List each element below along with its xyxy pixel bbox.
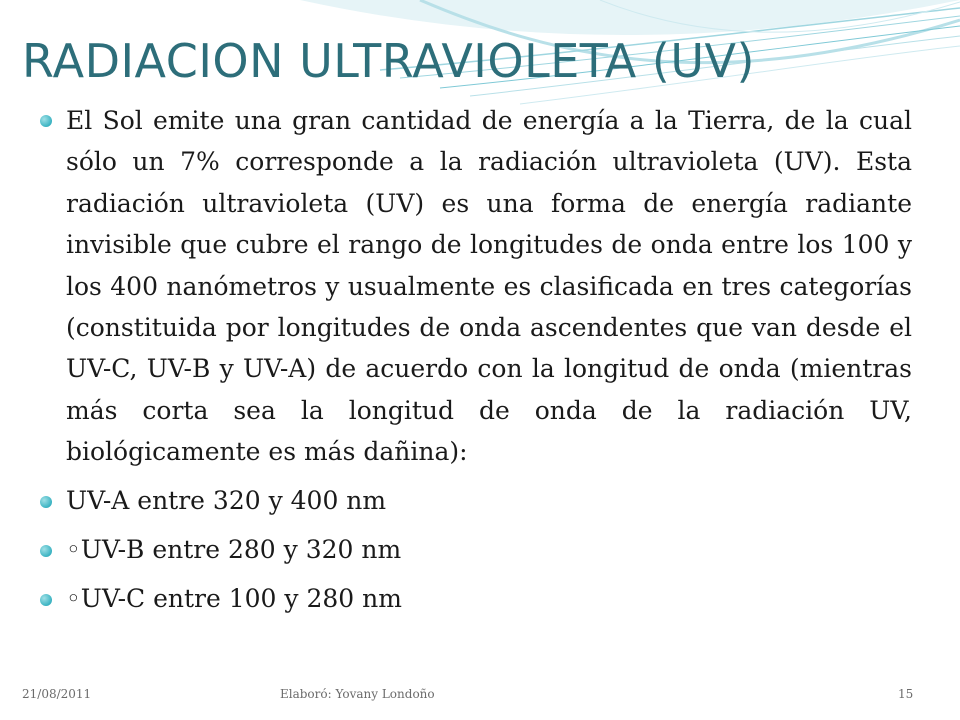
item-text: ◦UV-C entre 100 y 280 nm [66,583,402,613]
bullet-dot-icon [40,115,52,127]
footer-date: 21/08/2011 [22,687,92,701]
item-text: UV-A entre 320 y 400 nm [66,485,387,515]
bullet-dot-icon [40,545,52,557]
bullet-list [40,100,912,633]
paragraph-text: El Sol emite una gran cantidad de energía a la Tierra, de la cual sólo un 7% corresponde a la radiación ultravioleta (UV). Esta radiación ultravioleta (UV) es una forma de energía radiante invisible que cubre el rango de longitudes de onda entre los 100 y los 400 nanómetros y usualmente es clasificada en tres categorías (constituida por longitudes de onda ascendentes que van desde el UV-C, UV-B y UV-A) de acuerdo con la longitud de onda (mientras más corta sea la longitud de onda de la radiación UV, biológicamente es más dañina): [66,106,912,467]
list-item-uvc [40,584,912,614]
list-item-paragraph [40,100,912,473]
footer-author: Elaboró: Yovany Londoño [280,687,435,701]
list-item-uva [40,486,912,516]
bullet-dot-icon [40,594,52,606]
page-number: 15 [898,687,914,701]
slide-title: RADIACION ULTRAVIOLETA (UV) [22,34,755,88]
item-text: ◦UV-B entre 280 y 320 nm [66,534,402,564]
bullet-dot-icon [40,496,52,508]
list-item-uvb [40,535,912,565]
